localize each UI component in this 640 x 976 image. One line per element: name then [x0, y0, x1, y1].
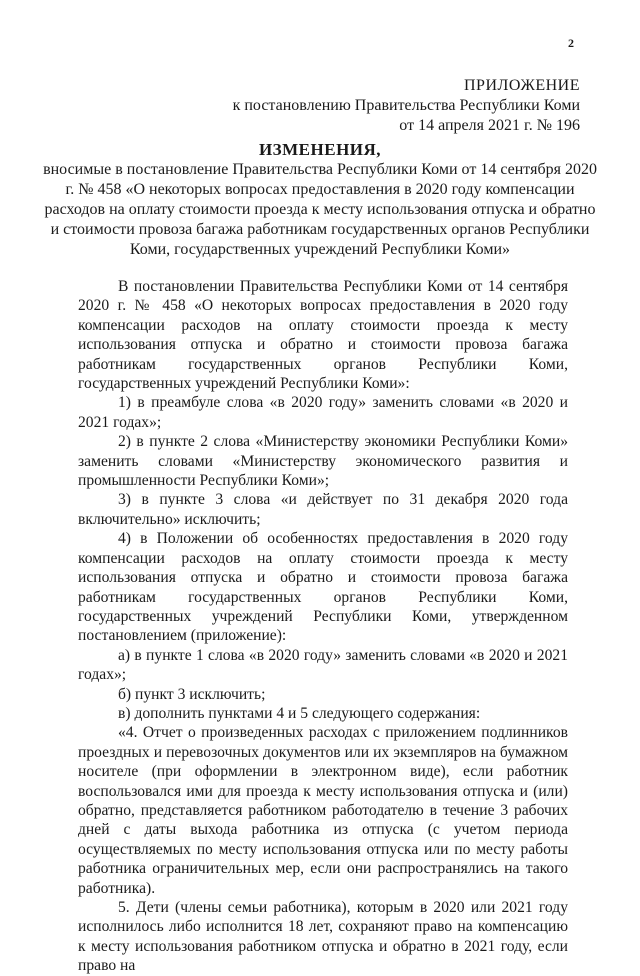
paragraph-intro: В постановлении Правительства Республики Коми от 14 сентября 2020 г. № 458 «О некоторых вопросах предоставления в 2020 году компенсации расходов на оплату стоимости проезда к месту использования отпуска и обратно и стоимости провоза багажа работникам государственных органов Республики Коми, государственных учреждений Республики Коми»:	[78, 278, 568, 393]
title-block	[40, 140, 600, 260]
document-body	[78, 277, 568, 976]
page-number: 2	[568, 36, 574, 50]
paragraph-item-4: 4) в Положении об особенностях предоставления в 2020 году компенсации расходов на оплату стоимости проезда к месту использования отпуска и обратно и стоимости провоза багажа работникам государственных органов Республики Коми, государственных учреждений Республики Коми, утвержденном постановлением (приложение):	[78, 530, 568, 645]
appendix-line-2: от 14 апреля 2021 г. № 196	[399, 117, 580, 134]
paragraph-subitem-b: б) пункт 3 исключить;	[118, 685, 266, 703]
paragraph-subitem-v: в) дополнить пунктами 4 и 5 следующего содержания:	[118, 704, 481, 722]
document-heading: ИЗМЕНЕНИЯ,	[258, 140, 382, 159]
paragraph-subitem-a: а) в пункте 1 слова «в 2020 году» заменить словами «в 2020 и 2021 годах»;	[78, 646, 568, 684]
document-subtitle: вносимые в постановление Правительства Республики Коми от 14 сентября 2020 г. № 458 «О некоторых вопросах предоставления в 2020 году компенсации расходов на оплату стоимости проезда к месту использования отпуска и обратно и стоимости провоза багажа работникам государственных органов Республики Коми, государственных учреждений Республики Коми»	[43, 161, 597, 258]
paragraph-item-2: 2) в пункте 2 слова «Министерству экономики Республики Коми» заменить словами «Министерству экономического развития и промышленности Республики Коми»;	[78, 433, 568, 490]
appendix-line-1: к постановлению Правительства Республики Коми	[232, 97, 580, 114]
paragraph-item-1: 1) в преамбуле слова «в 2020 году» заменить словами «в 2020 и 2021 годах»;	[78, 394, 568, 431]
paragraph-item-3: 3) в пункте 3 слова «и действует по 31 декабря 2020 года включительно» исключить;	[78, 491, 568, 528]
appendix-title: ПРИЛОЖЕНИЕ	[463, 77, 580, 94]
paragraph-point-5: 5. Дети (члены семьи работника), которым в 2020 или 2021 году исполнилось либо исполнится 18 лет, сохраняют право на компенсацию к месту использования работником отпуска и обратно в 2021 году, если право на	[78, 899, 568, 975]
paragraph-point-4: «4. Отчет о произведенных расходах с приложением подлинников проездных и перевозочных документов или их экземпляров на бумажном носителе (при оформлении в электронном виде), если работник воспользовался ими для проезда к месту использования отпуска и (или) обратно, представляется работником работодателю в течение 3 рабочих дней с даты выхода работника из отпуска (с учетом периода осуществляемых по месту использования отпуска или по месту работы работника ограничительных мер, если они распространялись на такого работника).	[78, 724, 568, 897]
appendix-block	[233, 76, 580, 136]
